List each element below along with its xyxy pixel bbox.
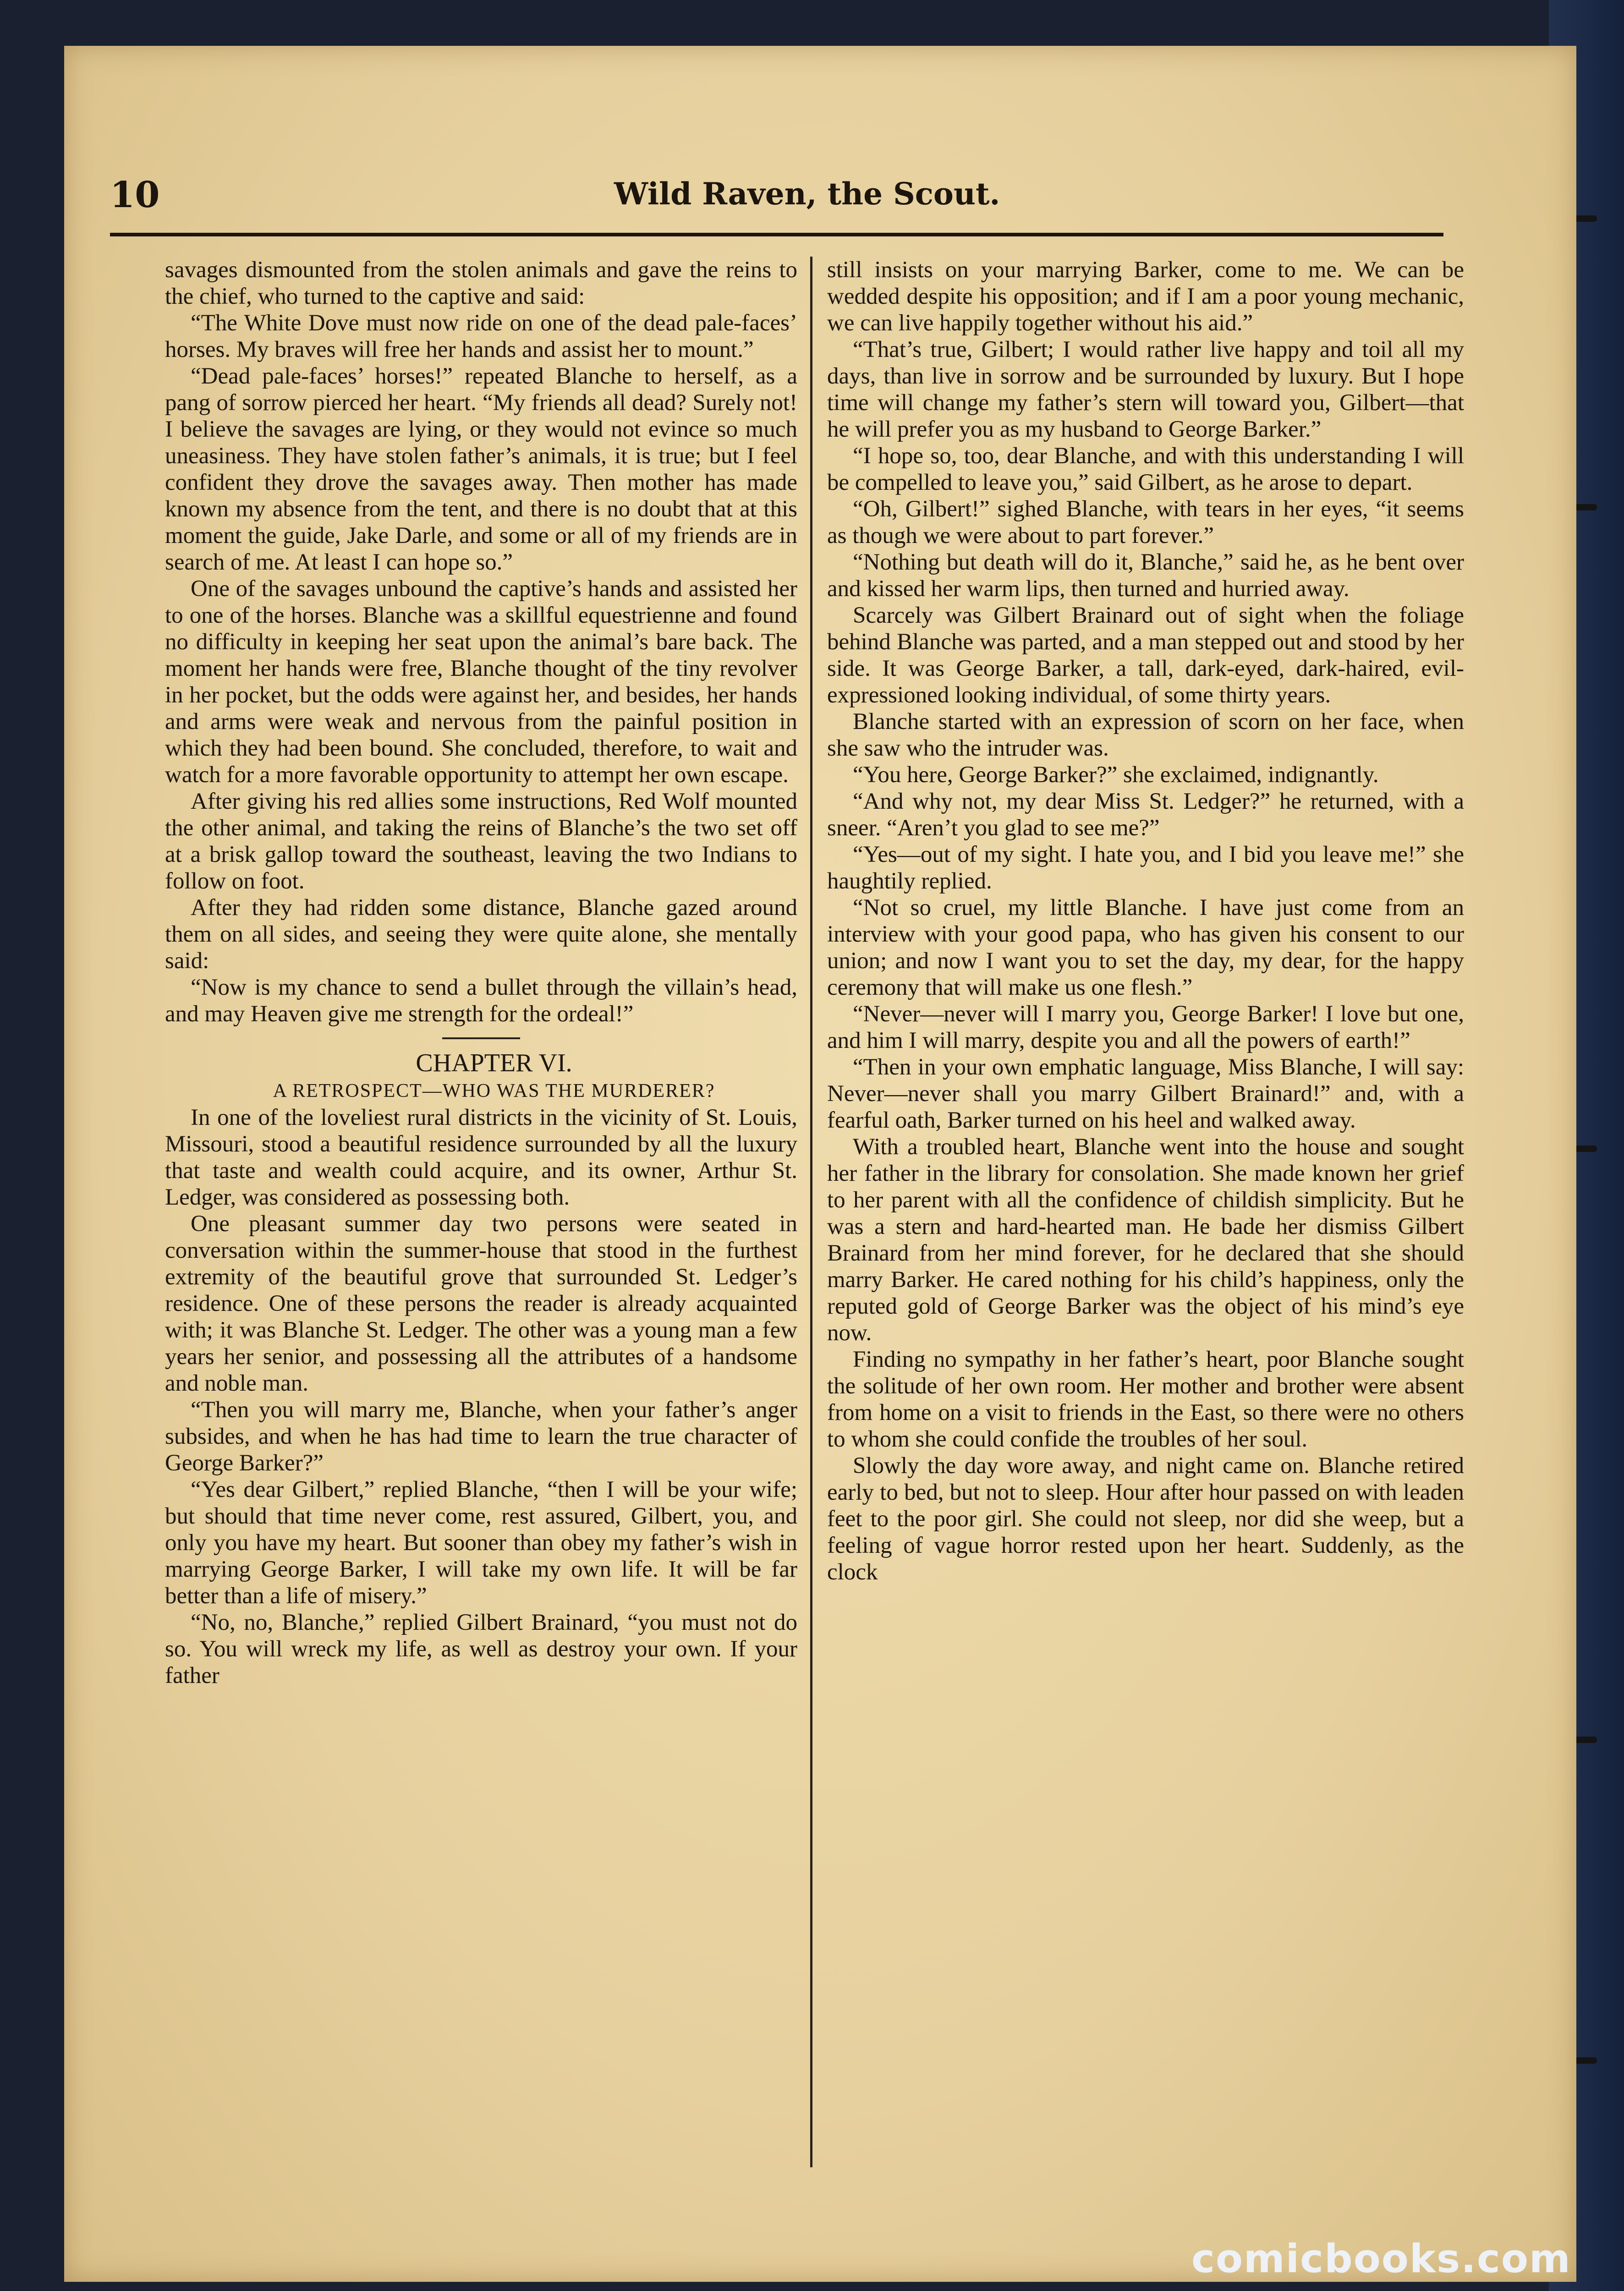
page-header xyxy=(110,174,1439,225)
paragraph: After they had ridden some distance, Blanche gazed around them on all sides, and seeing they were quite alone, she mentally said: xyxy=(165,895,797,974)
paragraph: After giving his red allies some instructions, Red Wolf mounted the other animal, and taking the reins of Blanche’s the two set off at a brisk gallop toward the southeast, leaving the two Indians to follow on foot. xyxy=(165,789,797,894)
left-column xyxy=(165,257,797,2172)
paragraph: Scarcely was Gilbert Brainard out of sight when the foliage behind Blanche was parted, and a man stepped out and stood by her side. It was George Barker, a tall, dark-eyed, dark-haired, evil-expressioned looking individual, of some thirty years. xyxy=(827,603,1464,708)
paragraph: One pleasant summer day two persons were seated in conversation within the summer-house that stood in the furthest extremity of the beautiful grove that surrounded St. Ledger’s residence. One of these persons the reader is already acquainted with; it was Blanche St. Ledger. The other was a young man a few years her senior, and possessing all the attributes of a handsome and noble man. xyxy=(165,1211,797,1396)
column-divider xyxy=(810,257,812,2167)
paragraph: “Then you will marry me, Blanche, when your father’s anger subsides, and when he has had time to learn the true character of George Barker?” xyxy=(165,1397,797,1476)
running-title: Wild Raven, the Scout. xyxy=(614,176,1000,212)
paragraph: “I hope so, too, dear Blanche, and with this understanding I will be compelled to leave you,” said Gilbert, as he arose to depart. xyxy=(827,443,1464,495)
paragraph: “Oh, Gilbert!” sighed Blanche, with tears in her eyes, “it seems as though we were about to part forever.” xyxy=(827,496,1464,548)
paragraph: “Dead pale-faces’ horses!” repeated Blanche to herself, as a pang of sorrow pierced her heart. “My friends all dead? Surely not! I believe the savages are lying, or they would not evince so much uneasiness. They have stolen father’s animals, it is true; but I feel confident they drove the savages away. Then mother has made known my absence from the tent, and there is no doubt that at this moment the guide, Jake Darle, and some or all of my friends are in search of me. At least I can hope so.” xyxy=(165,363,797,575)
paragraph: still insists on your marrying Barker, come to me. We can be wedded despite his opposition; and if I am a poor young mechanic, we can live happily together without his aid.” xyxy=(827,257,1464,336)
paragraph: Finding no sympathy in her father’s heart, poor Blanche sought the solitude of her own room. Her mother and brother were absent from home on a visit to friends in the East, so there were no others to whom she could confide the troubles of her soul. xyxy=(827,1347,1464,1452)
paragraph: Slowly the day wore away, and night came on. Blanche retired early to bed, but not to sleep. Hour after hour passed on with leaden feet to the poor girl. She could not sleep, nor did she weep, but a feeling of vague horror rested upon her heart. Suddenly, as the clock xyxy=(827,1453,1464,1585)
paragraph: Blanche started with an expression of scorn on her face, when she saw who the intruder was. xyxy=(827,709,1464,761)
page-number: 10 xyxy=(110,174,160,216)
header-rule xyxy=(110,233,1443,236)
paragraph: “The White Dove must now ride on one of the dead pale-faces’ horses. My braves will free her hands and assist her to mount.” xyxy=(165,310,797,362)
watermark: comicbooks.com xyxy=(1191,2236,1571,2282)
paragraph: “Never—never will I marry you, George Barker! I love but one, and him I will marry, despite you and all the powers of earth!” xyxy=(827,1001,1464,1053)
paragraph: “Not so cruel, my little Blanche. I have just come from an interview with your good papa, who has given his consent to our union; and now I want you to set the day, my dear, for the happy ceremony that will make us one flesh.” xyxy=(827,895,1464,1000)
paragraph: “Then in your own emphatic language, Miss Blanche, I will say: Never—never shall you marry Gilbert Brainard!” and, with a fearful oath, Barker turned on his heel and walked away. xyxy=(827,1054,1464,1133)
paragraph: “And why not, my dear Miss St. Ledger?” he returned, with a sneer. “Aren’t you glad to see me?” xyxy=(827,789,1464,841)
paragraph: “Yes dear Gilbert,” replied Blanche, “then I will be your wife; but should that time never come, rest assured, Gilbert, you, and only you have my heart. But sooner than obey my father’s wish in marrying George Barker, I will take my own life. It will be far better than a life of misery.” xyxy=(165,1477,797,1609)
paragraph: “Yes—out of my sight. I hate you, and I bid you leave me!” she haughtily replied. xyxy=(827,842,1464,894)
paragraph: One of the savages unbound the captive’s hands and assisted her to one of the horses. Blanche was a skillful equestrienne and found no difficulty in keeping her seat upon the animal’s bare back. The moment her hands were free, Blanche thought of the tiny revolver in her pocket, but the odds were against her, and besides, her hands and arms were weak and nervous from the painful position in which they had been bound. She concluded, therefore, to wait and watch for a more favorable opportunity to attempt her own escape. xyxy=(165,576,797,788)
chapter-heading: CHAPTER VI. xyxy=(416,1049,572,1077)
paragraph: savages dismounted from the stolen animals and gave the reins to the chief, who turned to the captive and said: xyxy=(165,257,797,309)
paragraph: “Now is my chance to send a bullet through the villain’s head, and may Heaven give me strength for the ordeal!” xyxy=(165,975,797,1027)
paragraph: “No, no, Blanche,” replied Gilbert Brainard, “you must not do so. You will wreck my life, as well as destroy your own. If your father xyxy=(165,1610,797,1688)
paragraph: With a troubled heart, Blanche went into the house and sought her father in the library for consolation. She made known her grief to her parent with all the confidence of childish simplicity. But he was a stern and hard-hearted man. He bade her dismiss Gilbert Brainard from her mind forever, for he declared that she should marry Barker. He cared nothing for his child’s happiness, only the reputed gold of George Barker was the object of his mind’s eye now. xyxy=(827,1134,1464,1346)
right-column xyxy=(827,257,1464,2172)
paragraph: “That’s true, Gilbert; I would rather live happy and toil all my days, than live in sorrow and be surrounded by luxury. But I hope time will change my father’s stern will toward you, Gilbert—that he will prefer you as my husband to George Barker.” xyxy=(827,337,1464,442)
paragraph: “Nothing but death will do it, Blanche,” said he, as he bent over and kissed her warm lips, then turned and hurried away. xyxy=(827,549,1464,602)
chapter-divider xyxy=(442,1037,520,1039)
paragraph: “You here, George Barker?” she exclaimed, indignantly. xyxy=(853,762,1379,788)
chapter-subtitle: A RETROSPECT—WHO WAS THE MURDERER? xyxy=(273,1080,715,1102)
paragraph: In one of the loveliest rural districts in the vicinity of St. Louis, Missouri, stood a beautiful residence surrounded by all the luxury that taste and wealth could acquire, and its owner, Arthur St. Ledger, was considered as possessing both. xyxy=(165,1105,797,1210)
